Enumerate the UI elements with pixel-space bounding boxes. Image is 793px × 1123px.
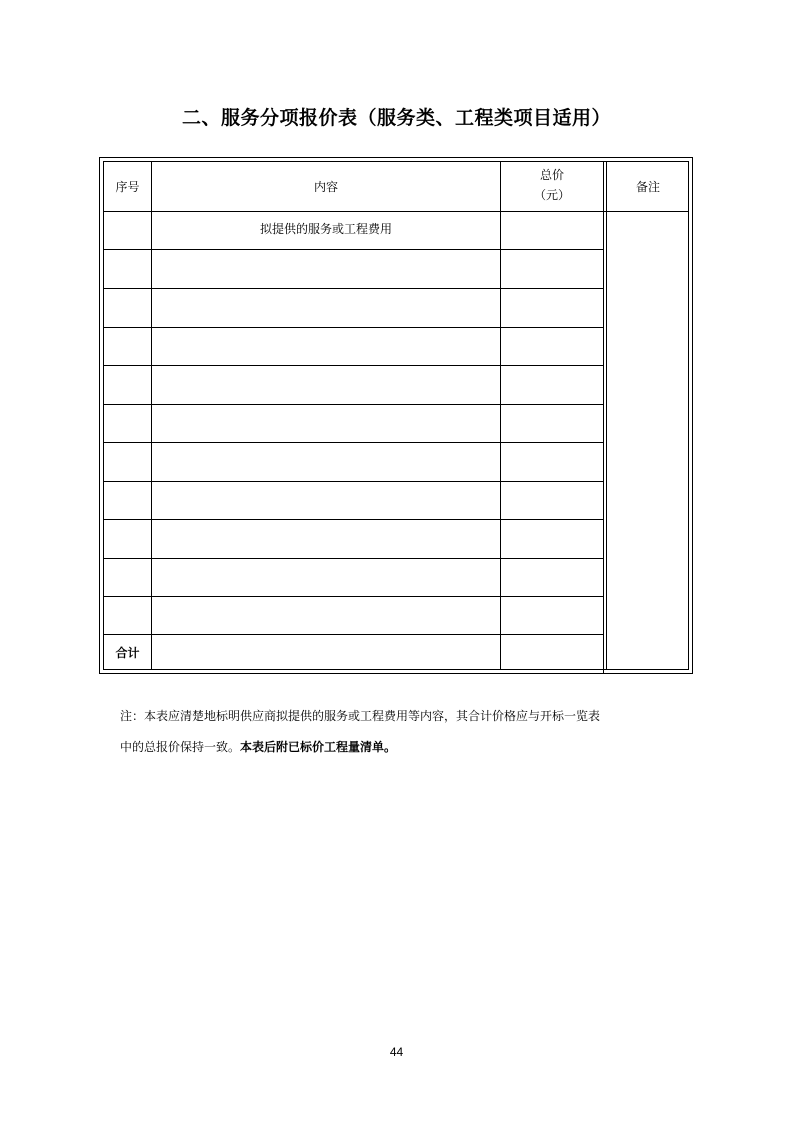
row-divider	[103, 404, 603, 405]
row-divider	[103, 481, 603, 482]
note-line-1: 注：本表应清楚地标明供应商拟提供的服务或工程费用等内容，其合计价格应与开标一览表	[120, 709, 601, 723]
column-divider-price-left	[603, 161, 604, 674]
row-content-service-fee: 拟提供的服务或工程费用	[259, 222, 392, 236]
row-divider	[103, 288, 603, 289]
row-divider	[103, 442, 603, 443]
header-price-line2: （元）	[533, 188, 570, 202]
total-label: 合计	[115, 646, 140, 660]
note-line-2-normal: 中的总报价保持一致。	[120, 740, 241, 754]
row-divider	[103, 327, 603, 328]
row-divider	[103, 249, 603, 250]
row-divider	[103, 558, 603, 559]
header-remark: 备注	[635, 180, 660, 194]
row-divider	[103, 596, 603, 597]
header-divider	[103, 211, 689, 212]
column-divider-price-right	[606, 161, 607, 670]
note-line-2-bold: 本表后附已标价工程量清单。	[240, 740, 397, 754]
page-number: 44	[389, 1045, 404, 1059]
page-title: 二、服务分项报价表（服务类、工程类项目适用）	[181, 107, 611, 129]
row-divider	[103, 634, 603, 635]
row-divider	[103, 519, 603, 520]
note-line-2	[120, 738, 396, 755]
header-price-line1: 总价	[539, 168, 564, 182]
row-divider	[103, 365, 603, 366]
column-divider-content	[500, 161, 501, 670]
header-content: 内容	[313, 180, 338, 194]
header-seq: 序号	[115, 180, 140, 194]
